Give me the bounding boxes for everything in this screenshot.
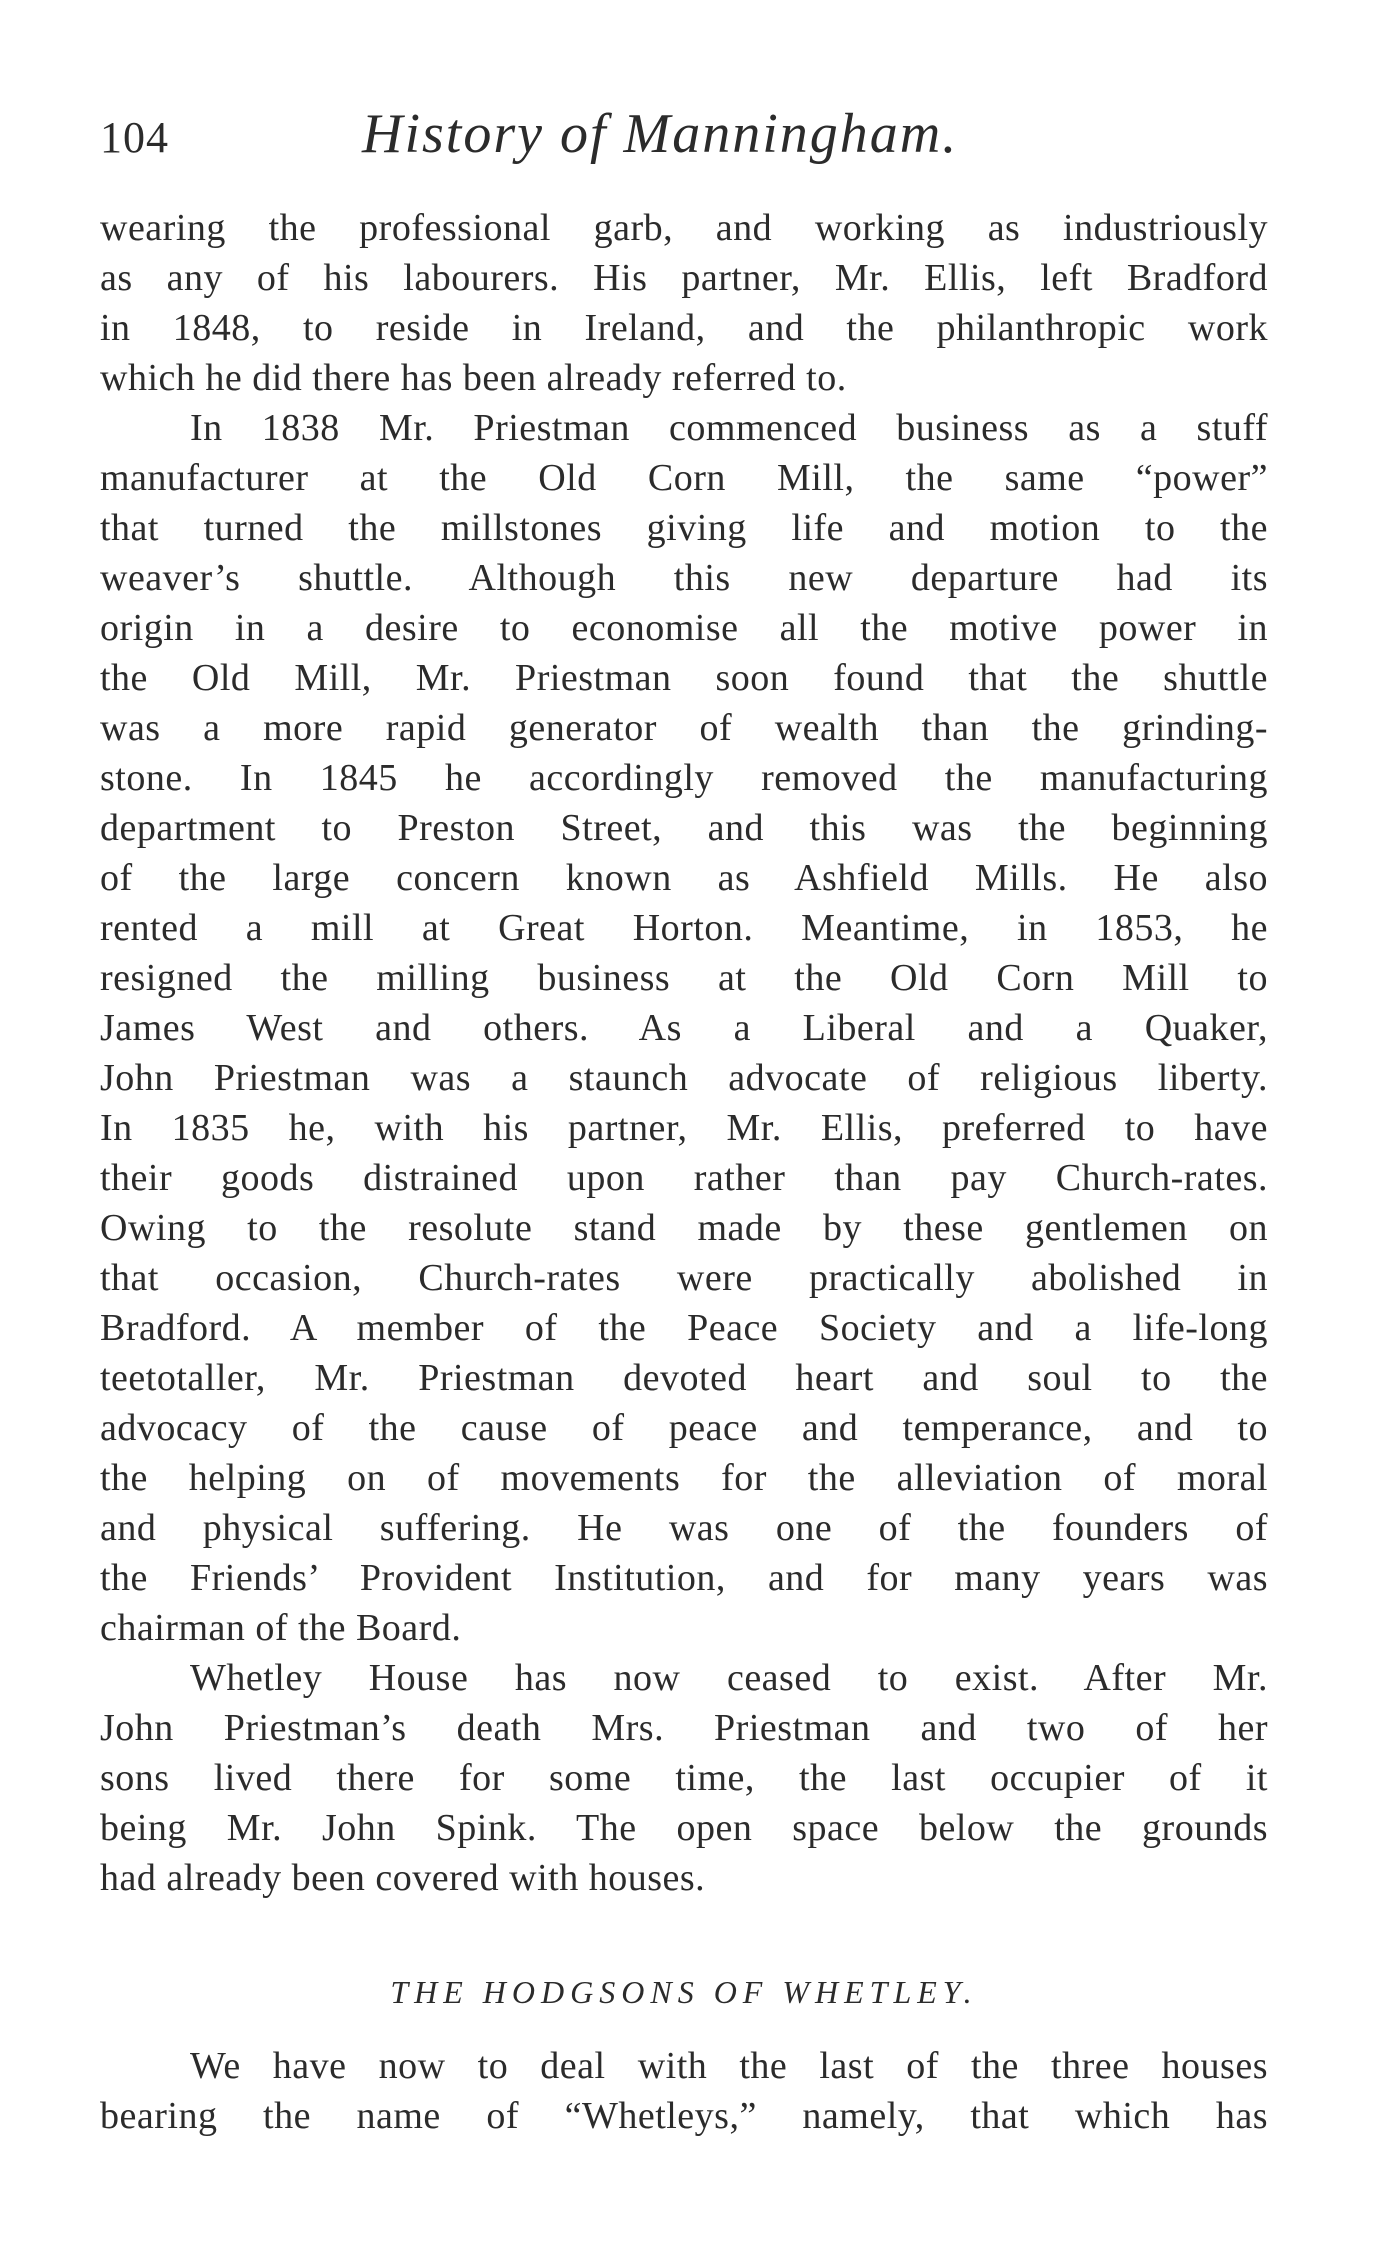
- text-line: being Mr. John Spink. The open space below the grounds: [100, 1807, 1268, 1849]
- text-line: that turned the millstones giving life and motion to the: [100, 507, 1268, 549]
- tail-paragraph: [100, 2041, 1268, 2141]
- text-line: bearing the name of “Whetleys,” namely, that which has: [100, 2095, 1268, 2137]
- text-line: which he did there has been already referred to.: [100, 357, 847, 399]
- text-line: their goods distrained upon rather than pay Church-rates.: [100, 1157, 1268, 1199]
- text-line: manufacturer at the Old Corn Mill, the same “power”: [100, 457, 1268, 499]
- text-line: Whetley House has now ceased to exist. After Mr.: [190, 1657, 1268, 1699]
- text-line: James West and others. As a Liberal and a Quaker,: [100, 1007, 1268, 1049]
- body-text: [100, 203, 1268, 1903]
- text-line: In 1838 Mr. Priestman commenced business as a stuff: [190, 407, 1268, 449]
- text-line: John Priestman’s death Mrs. Priestman and two of her: [100, 1707, 1268, 1749]
- text-line: weaver’s shuttle. Although this new departure had its: [100, 557, 1268, 599]
- text-line: stone. In 1845 he accordingly removed the manufacturing: [100, 757, 1268, 799]
- text-line: that occasion, Church-rates were practically abolished in: [100, 1257, 1268, 1299]
- text-line: the helping on of movements for the alleviation of moral: [100, 1457, 1268, 1499]
- text-line: origin in a desire to economise all the motive power in: [100, 607, 1268, 649]
- paragraph: [100, 403, 1268, 1653]
- text-line: as any of his labourers. His partner, Mr. Ellis, left Bradford: [100, 257, 1268, 299]
- text-line: advocacy of the cause of peace and temperance, and to: [100, 1407, 1268, 1449]
- text-line: Bradford. A member of the Peace Society and a life-long: [100, 1307, 1268, 1349]
- running-title: History of Manningham.: [362, 103, 959, 165]
- text-line: of the large concern known as Ashfield Mills. He also: [100, 857, 1268, 899]
- section-heading: THE HODGSONS OF WHETLEY.: [390, 1974, 978, 2010]
- paragraph: [100, 203, 1268, 403]
- text-line: rented a mill at Great Horton. Meantime, in 1853, he: [100, 907, 1268, 949]
- text-line: the Old Mill, Mr. Priestman soon found that the shuttle: [100, 657, 1268, 699]
- text-line: the Friends’ Provident Institution, and for many years was: [100, 1557, 1268, 1599]
- page-number: 104: [100, 113, 169, 162]
- text-line: teetotaller, Mr. Priestman devoted heart and soul to the: [100, 1357, 1268, 1399]
- text-line: in 1848, to reside in Ireland, and the philanthropic work: [100, 307, 1268, 349]
- page-header: [100, 102, 1270, 182]
- text-line: had already been covered with houses.: [100, 1857, 706, 1899]
- text-line: sons lived there for some time, the last occupier of it: [100, 1757, 1268, 1799]
- text-line: resigned the milling business at the Old Corn Mill to: [100, 957, 1268, 999]
- text-line: John Priestman was a staunch advocate of religious liberty.: [100, 1057, 1268, 1099]
- text-line: We have now to deal with the last of the three houses: [190, 2045, 1268, 2087]
- text-line: In 1835 he, with his partner, Mr. Ellis, preferred to have: [100, 1107, 1268, 1149]
- text-line: chairman of the Board.: [100, 1607, 462, 1649]
- paragraph: [100, 1653, 1268, 1903]
- text-line: and physical suffering. He was one of the founders of: [100, 1507, 1268, 1549]
- text-line: Owing to the resolute stand made by these gentlemen on: [100, 1207, 1268, 1249]
- text-line: was a more rapid generator of wealth than the grinding-: [100, 707, 1268, 749]
- text-line: department to Preston Street, and this was the beginning: [100, 807, 1268, 849]
- text-line: wearing the professional garb, and working as industriously: [100, 207, 1268, 249]
